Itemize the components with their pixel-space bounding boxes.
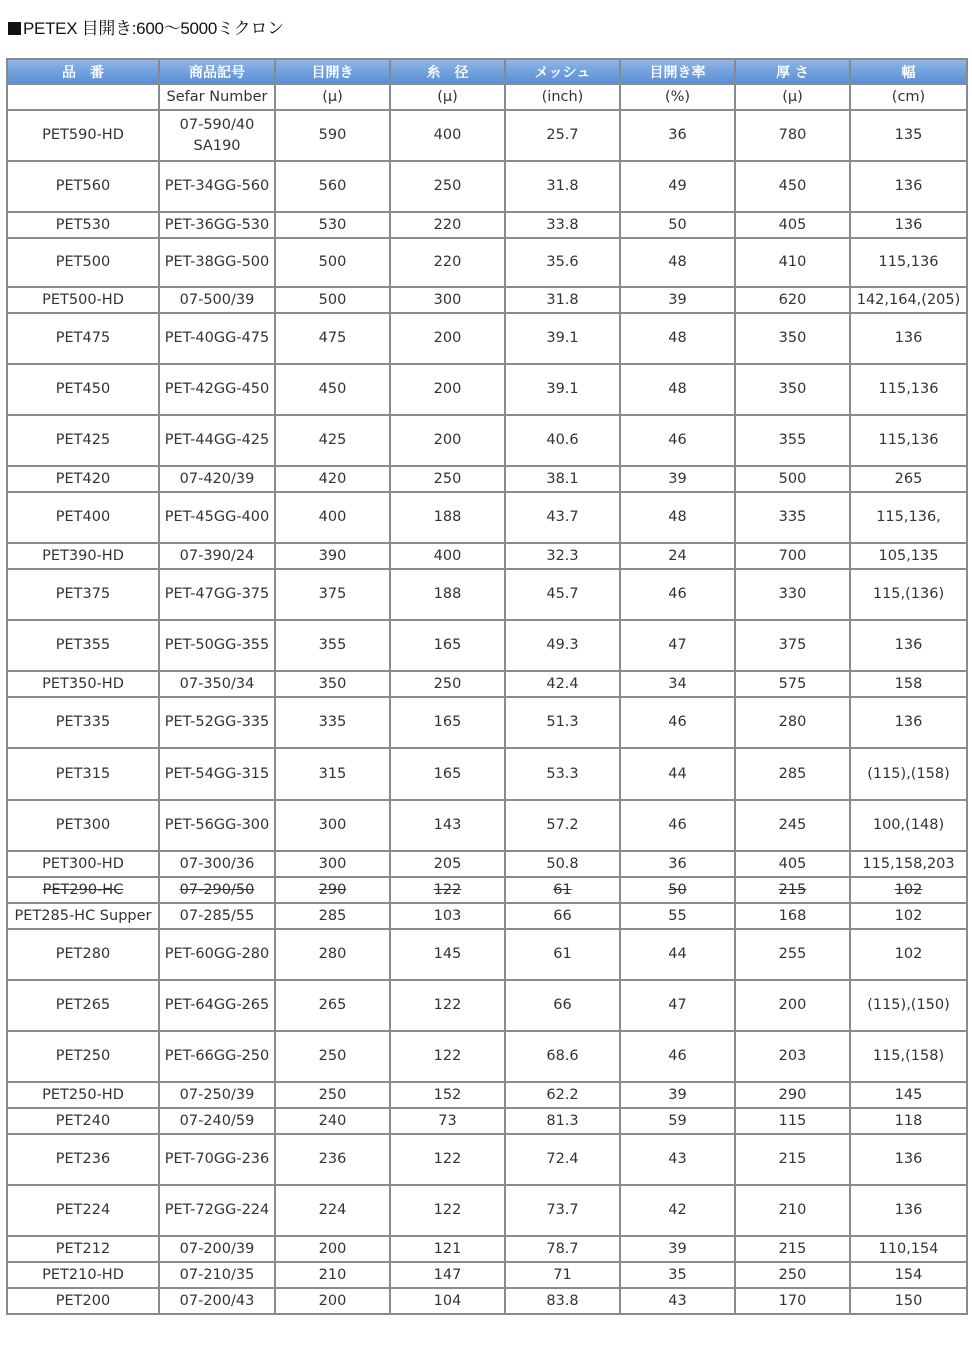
- table-row: [7, 1134, 967, 1185]
- page-title-text: PETEX 目開き:600～5000ミクロン: [23, 19, 284, 38]
- table-cell: 143: [390, 800, 505, 851]
- table-cell: PET500-HD: [7, 287, 159, 313]
- table-cell: 25.7: [505, 110, 620, 161]
- square-bullet-icon: [8, 22, 21, 35]
- table-cell: 73: [390, 1108, 505, 1134]
- table-cell: 122: [390, 1134, 505, 1185]
- table-cell: 66: [505, 980, 620, 1031]
- unit-cell: (inch): [505, 84, 620, 110]
- table-cell: 200: [275, 1288, 390, 1314]
- table-cell: 46: [620, 569, 735, 620]
- table-cell: 250: [275, 1082, 390, 1108]
- table-cell: PET475: [7, 313, 159, 364]
- table-cell: 300: [275, 800, 390, 851]
- table-cell: 48: [620, 313, 735, 364]
- table-cell: 122: [390, 1185, 505, 1236]
- table-cell: 47: [620, 620, 735, 671]
- table-cell: 265: [850, 466, 967, 492]
- table-cell: 188: [390, 492, 505, 543]
- table-cell: 78.7: [505, 1236, 620, 1262]
- table-cell: 115,(158): [850, 1031, 967, 1082]
- page-title: [8, 14, 284, 39]
- table-row: [7, 671, 967, 697]
- table-cell: PET250: [7, 1031, 159, 1082]
- table-cell: 145: [850, 1082, 967, 1108]
- table-cell: PET224: [7, 1185, 159, 1236]
- table-cell: 49: [620, 161, 735, 212]
- table-cell: 102: [850, 877, 967, 903]
- table-cell: 250: [390, 466, 505, 492]
- table-row: [7, 313, 967, 364]
- table-cell: 250: [390, 671, 505, 697]
- table-cell: 154: [850, 1262, 967, 1288]
- table-cell: 142,164,(205): [850, 287, 967, 313]
- header-cell: 目開き率: [620, 59, 735, 84]
- table-cell: 165: [390, 748, 505, 800]
- table-cell: 136: [850, 697, 967, 748]
- table-cell: 245: [735, 800, 850, 851]
- table-cell: PET212: [7, 1236, 159, 1262]
- table-cell: PET280: [7, 929, 159, 980]
- table-cell: 355: [735, 415, 850, 466]
- table-cell: 265: [275, 980, 390, 1031]
- table-cell: 39: [620, 1236, 735, 1262]
- table-row: [7, 1031, 967, 1082]
- table-cell: 136: [850, 212, 967, 238]
- table-cell: PET300: [7, 800, 159, 851]
- table-row: [7, 569, 967, 620]
- table-cell: 290: [735, 1082, 850, 1108]
- table-cell: PET390-HD: [7, 543, 159, 569]
- table-cell: 115,136: [850, 415, 967, 466]
- table-cell: PET560: [7, 161, 159, 212]
- table-cell: 07-300/36: [159, 851, 275, 877]
- table-cell: PET240: [7, 1108, 159, 1134]
- table-cell: 42: [620, 1185, 735, 1236]
- table-cell: PET420: [7, 466, 159, 492]
- table-cell: 61: [505, 877, 620, 903]
- table-cell: 07-210/35: [159, 1262, 275, 1288]
- unit-cell: (cm): [850, 84, 967, 110]
- table-cell: PET-47GG-375: [159, 569, 275, 620]
- table-cell: 46: [620, 1031, 735, 1082]
- table-cell: 236: [275, 1134, 390, 1185]
- table-row: [7, 1288, 967, 1314]
- table-cell: PET236: [7, 1134, 159, 1185]
- table-cell: 59: [620, 1108, 735, 1134]
- table-cell: PET335: [7, 697, 159, 748]
- table-cell: 700: [735, 543, 850, 569]
- table-cell: 81.3: [505, 1108, 620, 1134]
- table-cell: 390: [275, 543, 390, 569]
- table-cell: PET-45GG-400: [159, 492, 275, 543]
- table-cell: 136: [850, 620, 967, 671]
- table-cell: PET300-HD: [7, 851, 159, 877]
- unit-cell: [7, 84, 159, 110]
- table-row: [7, 1082, 967, 1108]
- table-cell: 39: [620, 466, 735, 492]
- table-cell: 200: [275, 1236, 390, 1262]
- table-cell: 07-285/55: [159, 903, 275, 929]
- table-cell: 07-350/34: [159, 671, 275, 697]
- table-cell: 350: [275, 671, 390, 697]
- table-cell: 215: [735, 1134, 850, 1185]
- table-cell: 44: [620, 929, 735, 980]
- table-cell: 620: [735, 287, 850, 313]
- table-cell: 31.8: [505, 161, 620, 212]
- table-row: [7, 903, 967, 929]
- table-cell: 42.4: [505, 671, 620, 697]
- table-cell: 188: [390, 569, 505, 620]
- table-cell: 560: [275, 161, 390, 212]
- table-cell: 43: [620, 1288, 735, 1314]
- table-row: [7, 877, 967, 903]
- table-cell: PET-54GG-315: [159, 748, 275, 800]
- table-cell: 118: [850, 1108, 967, 1134]
- table-cell: 122: [390, 877, 505, 903]
- table-row: [7, 238, 967, 287]
- table-cell: 105,135: [850, 543, 967, 569]
- table-cell: 71: [505, 1262, 620, 1288]
- table-cell: 43: [620, 1134, 735, 1185]
- table-cell: PET590-HD: [7, 110, 159, 161]
- table-cell: 07-200/43: [159, 1288, 275, 1314]
- unit-cell: (μ): [275, 84, 390, 110]
- table-row: [7, 466, 967, 492]
- unit-cell: (μ): [735, 84, 850, 110]
- table-cell: 170: [735, 1288, 850, 1314]
- table-cell: 215: [735, 1236, 850, 1262]
- table-cell: 280: [275, 929, 390, 980]
- table-cell: 50: [620, 877, 735, 903]
- table-cell: 135: [850, 110, 967, 161]
- table-cell: 410: [735, 238, 850, 287]
- table-cell: 32.3: [505, 543, 620, 569]
- table-row: [7, 543, 967, 569]
- table-cell: 158: [850, 671, 967, 697]
- table-row: [7, 851, 967, 877]
- table-cell: 575: [735, 671, 850, 697]
- table-cell: PET450: [7, 364, 159, 415]
- table-cell: 46: [620, 697, 735, 748]
- table-cell: PET400: [7, 492, 159, 543]
- table-cell: 50: [620, 212, 735, 238]
- table-cell: PET-72GG-224: [159, 1185, 275, 1236]
- table-cell: 50.8: [505, 851, 620, 877]
- table-cell: 290: [275, 877, 390, 903]
- header-cell: 品 番: [7, 59, 159, 84]
- table-cell: 39.1: [505, 313, 620, 364]
- table-cell: 250: [275, 1031, 390, 1082]
- table-cell: 103: [390, 903, 505, 929]
- table-cell: 530: [275, 212, 390, 238]
- table-cell: PET-42GG-450: [159, 364, 275, 415]
- table-cell: PET210-HD: [7, 1262, 159, 1288]
- table-cell: 500: [275, 287, 390, 313]
- header-cell: メッシュ: [505, 59, 620, 84]
- table-cell: 102: [850, 929, 967, 980]
- table-cell: 250: [735, 1262, 850, 1288]
- table-row: [7, 415, 967, 466]
- table-cell: 115,158,203: [850, 851, 967, 877]
- table-row: [7, 110, 967, 161]
- table-cell: 240: [275, 1108, 390, 1134]
- table-cell: PET375: [7, 569, 159, 620]
- table-cell: 31.8: [505, 287, 620, 313]
- table-row: [7, 1236, 967, 1262]
- table-cell: 53.3: [505, 748, 620, 800]
- table-cell: 33.8: [505, 212, 620, 238]
- table-row: [7, 287, 967, 313]
- table-cell: 400: [390, 110, 505, 161]
- table-cell: 335: [735, 492, 850, 543]
- table-cell: PET-56GG-300: [159, 800, 275, 851]
- table-row: [7, 492, 967, 543]
- table-cell: PET315: [7, 748, 159, 800]
- table-cell: 46: [620, 800, 735, 851]
- table-row: [7, 1262, 967, 1288]
- table-cell: 115,136: [850, 238, 967, 287]
- unit-cell: (%): [620, 84, 735, 110]
- table-cell: 168: [735, 903, 850, 929]
- table-cell: 48: [620, 492, 735, 543]
- table-row: [7, 161, 967, 212]
- table-cell: 47: [620, 980, 735, 1031]
- table-cell: 07-420/39: [159, 466, 275, 492]
- table-row: [7, 748, 967, 800]
- table-cell: 285: [275, 903, 390, 929]
- table-cell: PET530: [7, 212, 159, 238]
- table-cell: 115: [735, 1108, 850, 1134]
- table-cell: 350: [735, 364, 850, 415]
- table-cell: 07-240/59: [159, 1108, 275, 1134]
- table-cell: PET425: [7, 415, 159, 466]
- table-cell: 375: [735, 620, 850, 671]
- table-cell: 450: [735, 161, 850, 212]
- table-cell: 100,(148): [850, 800, 967, 851]
- table-row: [7, 980, 967, 1031]
- table-cell: 45.7: [505, 569, 620, 620]
- table-cell: 200: [390, 313, 505, 364]
- table-cell: 152: [390, 1082, 505, 1108]
- table-row: [7, 1108, 967, 1134]
- table-cell: 39: [620, 287, 735, 313]
- table-cell: 83.8: [505, 1288, 620, 1314]
- table-cell: (115),(158): [850, 748, 967, 800]
- table-cell: PET-44GG-425: [159, 415, 275, 466]
- table-row: [7, 929, 967, 980]
- table-cell: 203: [735, 1031, 850, 1082]
- table-cell: 200: [390, 415, 505, 466]
- table-header-row: [7, 59, 967, 84]
- header-cell: 幅: [850, 59, 967, 84]
- table-cell: 145: [390, 929, 505, 980]
- table-cell: 35: [620, 1262, 735, 1288]
- table-cell: 780: [735, 110, 850, 161]
- table-cell: 48: [620, 364, 735, 415]
- table-cell: 255: [735, 929, 850, 980]
- table-cell: 39: [620, 1082, 735, 1108]
- table-cell: 405: [735, 212, 850, 238]
- table-cell: 147: [390, 1262, 505, 1288]
- table-cell: 300: [275, 851, 390, 877]
- table-cell: 38.1: [505, 466, 620, 492]
- table-cell: 330: [735, 569, 850, 620]
- table-cell: 200: [735, 980, 850, 1031]
- table-cell: PET-34GG-560: [159, 161, 275, 212]
- table-cell: 34: [620, 671, 735, 697]
- table-cell: 500: [735, 466, 850, 492]
- table-cell: 210: [275, 1262, 390, 1288]
- table-cell: 280: [735, 697, 850, 748]
- table-cell: 220: [390, 212, 505, 238]
- table-cell: 150: [850, 1288, 967, 1314]
- table-cell: 68.6: [505, 1031, 620, 1082]
- table-cell: 220: [390, 238, 505, 287]
- table-cell: 165: [390, 620, 505, 671]
- table-cell: PET250-HD: [7, 1082, 159, 1108]
- table-cell: 36: [620, 110, 735, 161]
- table-cell: 500: [275, 238, 390, 287]
- table-cell: 400: [275, 492, 390, 543]
- table-cell: 121: [390, 1236, 505, 1262]
- table-cell: 122: [390, 1031, 505, 1082]
- unit-cell: (μ): [390, 84, 505, 110]
- table-cell: 66: [505, 903, 620, 929]
- table-cell: 250: [390, 161, 505, 212]
- table-cell: 375: [275, 569, 390, 620]
- table-cell: 122: [390, 980, 505, 1031]
- table-cell: 165: [390, 697, 505, 748]
- table-cell: PET-70GG-236: [159, 1134, 275, 1185]
- table-cell: 07-500/39: [159, 287, 275, 313]
- table-cell: (115),(150): [850, 980, 967, 1031]
- header-cell: 目開き: [275, 59, 390, 84]
- table-cell: 110,154: [850, 1236, 967, 1262]
- table-row: [7, 800, 967, 851]
- table-cell: 205: [390, 851, 505, 877]
- table-row: [7, 212, 967, 238]
- table-cell: PET265: [7, 980, 159, 1031]
- table-cell: 61: [505, 929, 620, 980]
- spec-table: [6, 58, 968, 1315]
- table-cell: PET355: [7, 620, 159, 671]
- table-cell: 136: [850, 313, 967, 364]
- table-cell: 450: [275, 364, 390, 415]
- table-cell: 35.6: [505, 238, 620, 287]
- table-cell: 39.1: [505, 364, 620, 415]
- table-cell: PET-50GG-355: [159, 620, 275, 671]
- units-row: [7, 84, 967, 110]
- table-cell: PET-64GG-265: [159, 980, 275, 1031]
- table-row: [7, 364, 967, 415]
- table-cell: 73.7: [505, 1185, 620, 1236]
- header-cell: 糸 径: [390, 59, 505, 84]
- table-cell: 355: [275, 620, 390, 671]
- header-cell: 商品記号: [159, 59, 275, 84]
- table-cell: 400: [390, 543, 505, 569]
- table-cell: 335: [275, 697, 390, 748]
- table-cell: 07-590/40 SA190: [159, 110, 275, 161]
- table-cell: 300: [390, 287, 505, 313]
- table-cell: 210: [735, 1185, 850, 1236]
- table-cell: PET200: [7, 1288, 159, 1314]
- table-cell: 07-390/24: [159, 543, 275, 569]
- table-cell: PET-66GG-250: [159, 1031, 275, 1082]
- table-cell: PET-52GG-335: [159, 697, 275, 748]
- table-cell: 40.6: [505, 415, 620, 466]
- table-cell: 43.7: [505, 492, 620, 543]
- table-cell: PET285-HC Supper: [7, 903, 159, 929]
- unit-cell: Sefar Number: [159, 84, 275, 110]
- table-cell: PET-40GG-475: [159, 313, 275, 364]
- table-cell: 44: [620, 748, 735, 800]
- table-cell: 350: [735, 313, 850, 364]
- table-cell: 115,(136): [850, 569, 967, 620]
- table-cell: 285: [735, 748, 850, 800]
- table-cell: 405: [735, 851, 850, 877]
- table-cell: 07-250/39: [159, 1082, 275, 1108]
- table-cell: PET-38GG-500: [159, 238, 275, 287]
- table-cell: PET-60GG-280: [159, 929, 275, 980]
- table-cell: 51.3: [505, 697, 620, 748]
- table-cell: 136: [850, 161, 967, 212]
- table-cell: 315: [275, 748, 390, 800]
- table-cell: 136: [850, 1134, 967, 1185]
- table-cell: 115,136: [850, 364, 967, 415]
- table-cell: 115,136,: [850, 492, 967, 543]
- table-cell: 46: [620, 415, 735, 466]
- table-cell: 49.3: [505, 620, 620, 671]
- table-body: [7, 110, 967, 1314]
- header-cell: 厚 さ: [735, 59, 850, 84]
- table-cell: 55: [620, 903, 735, 929]
- table-cell: PET500: [7, 238, 159, 287]
- table-cell: 48: [620, 238, 735, 287]
- table-row: [7, 620, 967, 671]
- table-cell: PET350-HD: [7, 671, 159, 697]
- table-cell: 475: [275, 313, 390, 364]
- table-cell: 590: [275, 110, 390, 161]
- table-cell: 104: [390, 1288, 505, 1314]
- table-cell: 102: [850, 903, 967, 929]
- table-cell: PET-36GG-530: [159, 212, 275, 238]
- table-cell: 24: [620, 543, 735, 569]
- table-cell: 62.2: [505, 1082, 620, 1108]
- table-cell: 07-290/50: [159, 877, 275, 903]
- table-cell: 136: [850, 1185, 967, 1236]
- table-cell: 224: [275, 1185, 390, 1236]
- table-cell: 36: [620, 851, 735, 877]
- table-cell: 72.4: [505, 1134, 620, 1185]
- table-row: [7, 1185, 967, 1236]
- table-row: [7, 697, 967, 748]
- table-cell: 200: [390, 364, 505, 415]
- table-cell: PET290-HC: [7, 877, 159, 903]
- table-cell: 215: [735, 877, 850, 903]
- table-cell: 420: [275, 466, 390, 492]
- table-cell: 425: [275, 415, 390, 466]
- table-cell: 57.2: [505, 800, 620, 851]
- table-cell: 07-200/39: [159, 1236, 275, 1262]
